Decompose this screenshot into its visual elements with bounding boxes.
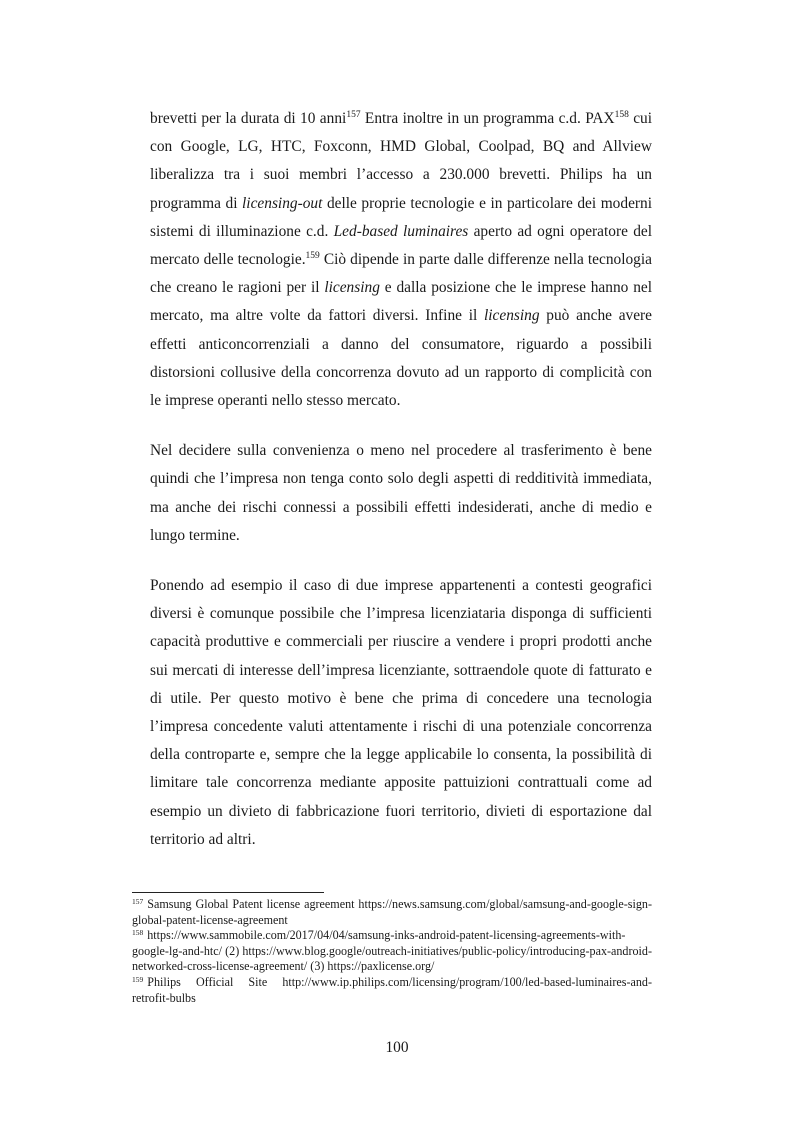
body-text [150,105,652,876]
text-run: può anche avere effetti anticoncorrenziali a danno del consumatore, riguardo a possibili distorsioni collusive della concorrenza dovuto ad un rapporto di complicità con le imprese operanti nello stesso mercato. [150,307,653,410]
footnote-number: 158 [132,928,144,938]
text-run: cui con Google, LG, HTC, Foxconn, HMD Global, Coolpad, BQ and Allview liberalizza tra i suoi membri l’accesso a 230.000 brevetti. Philips ha un programma di [150,110,653,212]
text-run: Ponendo ad esempio il caso di due imprese appartenenti a contesti geografici diversi è comunque possibile che l’impresa licenziataria disponga di sufficienti capacità produttive e commerciali per riuscire a vendere i propri prodotti anche sui mercati di interesse dell’impresa licenziante, sottraendole quote di fatturato e di utile. Per questo motivo è bene che prima di concedere una tecnologia l’impresa concedente valuti attentamente i rischi di una potenziale concorrenza della controparte e, sempre che la legge applicabile lo consenta, la possibilità di limitare tale concorrenza mediante apposite pattuizioni contrattuali come ad esempio un divieto di fabbricazione fuori territorio, divieti di esportazione dal territorio ad altri. [150,577,652,848]
text-run: aperto ad ogni operatore del mercato delle tecnologie. [150,222,653,269]
footnote-number: 157 [132,897,144,906]
footnotes [132,897,652,1006]
footnote-text: Samsung Global Patent license agreement https://news.samsung.com/global/samsung-and-google-sign-global-patent-license-agreement [132,897,652,927]
footnote-reference: 159 [305,251,320,262]
footnote-number: 159 [132,974,144,984]
text-run: Entra inoltre in un programma c.d. PAX [360,110,615,127]
footnote-text: Philips Official Site http://www.ip.philips.com/licensing/program/100/led-based-luminaires-and-retrofit-bulbs [132,974,652,1005]
text-run: delle proprie tecnologie e in particolare dei moderni sistemi di illuminazione c.d. [150,194,652,240]
footnote-159 [132,975,652,1006]
italic-term: Led-based luminaires [333,222,469,240]
paragraph-3 [150,572,652,854]
footnote-158 [132,928,652,975]
paragraph-2 [150,437,652,550]
page-number: 100 [385,1039,409,1056]
italic-term: licensing [324,279,380,297]
paragraph-1 [150,105,652,415]
footnote-separator [132,892,324,893]
footnote-reference: 158 [614,110,629,120]
italic-term: licensing [483,307,540,325]
text-run: Nel decidere sulla convenienza o meno nel procedere al trasferimento è bene quindi che l’impresa non tenga conto solo degli aspetti di redditività immediata, ma anche dei rischi connessi a possibili effetti indesiderati, anche di medio e lungo termine. [150,442,652,544]
text-run: brevetti per la durata di 10 anni [150,110,347,127]
footnote-157 [132,897,652,928]
footnote-reference: 157 [346,110,361,120]
italic-term: licensing-out [242,194,323,212]
footnote-text: https://www.sammobile.com/2017/04/04/samsung-inks-android-patent-licensing-agreements-with-google-lg-and-htc/ (2) https://www.blog.google/outreach-initiatives/public-policy/introducing-pax-android-networked-cross-license-agreement/ (3) https://paxlicense.org/ [132,928,652,974]
text-run: Ciò dipende in parte dalle differenze nella tecnologia che creano le ragioni per il [150,251,652,297]
text-run: e dalla posizione che le imprese hanno nel mercato, ma altre volte da fattori diversi. Infine il [150,279,653,325]
